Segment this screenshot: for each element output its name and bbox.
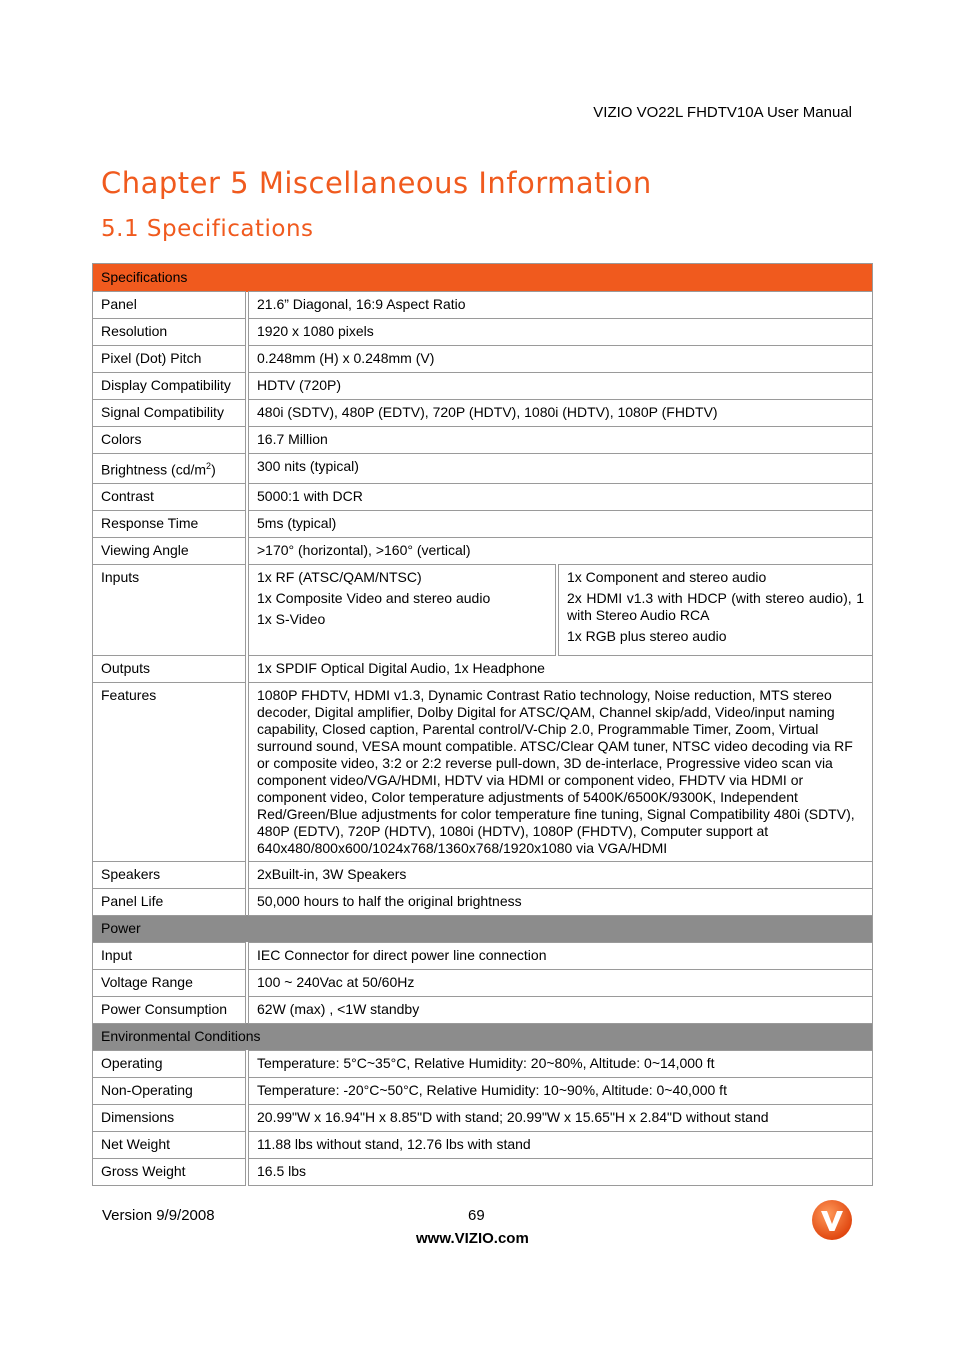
- row-label: Contrast: [93, 483, 248, 510]
- table-header: Specifications: [93, 264, 873, 292]
- table-row-inputs: [93, 564, 873, 655]
- row-value: 62W (max) , <1W standby: [247, 996, 873, 1023]
- row-value: 20.99"W x 16.94"H x 8.85"D with stand; 20.99"W x 15.65"H x 2.84"D without stand: [247, 1104, 873, 1131]
- chapter-title: Chapter 5 Miscellaneous Information: [101, 166, 652, 200]
- brightness-label-sup: 2: [206, 461, 212, 471]
- input-item: 1x RGB plus stereo audio: [567, 627, 727, 644]
- row-value: >170° (horizontal), >160° (vertical): [247, 537, 873, 564]
- row-value: 21.6” Diagonal, 16:9 Aspect Ratio: [247, 292, 873, 319]
- row-value: 16.5 lbs: [247, 1158, 873, 1185]
- row-value: 1080P FHDTV, HDMI v1.3, Dynamic Contrast Ratio technology, Noise reduction, MTS stereo decoder, Digital amplifier, Dolby Digital for ATSC/QAM, Channel skip/add, Video/input naming capability, Closed caption, Parental control/V-Chip 2.0, Programmable Timer, Zoom, Virtual surround sound, VESA mount compatible. ATSC/Clear QAM tuner, NTSC video decoding via RF or composite video, 3:2 or 2:2 reverse pull-down, 3D de-interlace, Progressive video scan via component video/VGA/HDMI, HDTV via HDMI or component video, FHDTV via HDMI or component video, Color temperature adjustments of 5400K/6500K/9300K, Independent Red/Green/Blue adjustments for color temperature fine tuning, Signal Compatibility 480i (SDTV), 480P (EDTV), 720P (HDTV), 1080i (HDTV), 1080P (FHDTV), Computer support at 640x480/800x600/1024x768/1360x768/1920x1080 via VGA/HDMI: [247, 682, 873, 861]
- row-label: Dimensions: [93, 1104, 248, 1131]
- row-value: 16.7 Million: [247, 427, 873, 454]
- table-row: [93, 454, 873, 484]
- row-label: Speakers: [93, 861, 248, 888]
- row-label: Net Weight: [93, 1131, 248, 1158]
- row-value: 0.248mm (H) x 0.248mm (V): [247, 346, 873, 373]
- specifications-table: [92, 263, 873, 1186]
- row-label: Voltage Range: [93, 969, 248, 996]
- input-item: 1x Component and stereo audio: [567, 568, 767, 585]
- table-row: [93, 1131, 873, 1158]
- row-label: Response Time: [93, 510, 248, 537]
- row-value: IEC Connector for direct power line connection: [247, 942, 873, 969]
- row-label: Outputs: [93, 655, 248, 682]
- row-value: HDTV (720P): [247, 373, 873, 400]
- row-value: 5ms (typical): [247, 510, 873, 537]
- manual-title: VIZIO VO22L FHDTV10A User Manual: [593, 104, 852, 121]
- row-label: Inputs: [93, 564, 248, 655]
- table-header-row: [93, 264, 873, 292]
- section-band-label: Environmental Conditions: [93, 1023, 873, 1050]
- row-value: 5000:1 with DCR: [247, 483, 873, 510]
- table-row: [93, 537, 873, 564]
- inputs-left-cell: [247, 564, 557, 655]
- row-value: 1x SPDIF Optical Digital Audio, 1x Headphone: [247, 655, 873, 682]
- row-label: Viewing Angle: [93, 537, 248, 564]
- section-band-label: Power: [93, 915, 873, 942]
- table-row: [93, 1077, 873, 1104]
- row-label: Colors: [93, 427, 248, 454]
- row-value: 11.88 lbs without stand, 12.76 lbs with stand: [247, 1131, 873, 1158]
- table-row: [93, 483, 873, 510]
- input-item: 1x Composite Video and stereo audio: [257, 589, 491, 606]
- vizio-v-logo-icon: [811, 1199, 853, 1241]
- table-row: [93, 861, 873, 888]
- row-label: Pixel (Dot) Pitch: [93, 346, 248, 373]
- input-item: 1x RF (ATSC/QAM/NTSC): [257, 568, 422, 585]
- table-row: [93, 373, 873, 400]
- table-row: [93, 400, 873, 427]
- table-row: [93, 319, 873, 346]
- row-value: 480i (SDTV), 480P (EDTV), 720P (HDTV), 1080i (HDTV), 1080P (FHDTV): [247, 400, 873, 427]
- footer-url: www.VIZIO.com: [416, 1230, 529, 1247]
- row-label: Features: [93, 682, 248, 861]
- table-row: [93, 292, 873, 319]
- input-item: 1x S-Video: [257, 610, 326, 627]
- row-label: Input: [93, 942, 248, 969]
- row-value: 1920 x 1080 pixels: [247, 319, 873, 346]
- row-label: Display Compatibility: [93, 373, 248, 400]
- row-value: Temperature: -20°C~50°C, Relative Humidity: 10~90%, Altitude: 0~40,000 ft: [247, 1077, 873, 1104]
- table-row: [93, 996, 873, 1023]
- table-row: [93, 655, 873, 682]
- section-band-environment: [93, 1023, 873, 1050]
- row-label: Resolution: [93, 319, 248, 346]
- table-row: [93, 346, 873, 373]
- row-label: Gross Weight: [93, 1158, 248, 1185]
- row-label: Signal Compatibility: [93, 400, 248, 427]
- table-row: [93, 969, 873, 996]
- row-label: [93, 454, 248, 484]
- table-row: [93, 1158, 873, 1185]
- section-band-power: [93, 915, 873, 942]
- row-label: Panel Life: [93, 888, 248, 915]
- table-row: [93, 942, 873, 969]
- table-row: [93, 1104, 873, 1131]
- table-row-features: [93, 682, 873, 861]
- page-number: 69: [468, 1207, 485, 1224]
- brightness-label-end: ): [211, 461, 216, 478]
- row-value: 50,000 hours to half the original brightness: [247, 888, 873, 915]
- input-item: 2x HDMI v1.3 with HDCP (with stereo audio), 1 with Stereo Audio RCA: [567, 589, 864, 623]
- row-label: Non-Operating: [93, 1077, 248, 1104]
- table-row: [93, 1050, 873, 1077]
- brightness-label-text: Brightness (cd/m: [101, 461, 207, 478]
- table-row: [93, 427, 873, 454]
- row-value: 100 ~ 240Vac at 50/60Hz: [247, 969, 873, 996]
- row-label: Power Consumption: [93, 996, 248, 1023]
- section-title: 5.1 Specifications: [101, 216, 314, 242]
- inputs-right-cell: [557, 564, 873, 655]
- row-value: Temperature: 5°C~35°C, Relative Humidity: 20~80%, Altitude: 0~14,000 ft: [247, 1050, 873, 1077]
- row-value: 300 nits (typical): [247, 454, 873, 484]
- row-label: Operating: [93, 1050, 248, 1077]
- row-label: Panel: [93, 292, 248, 319]
- row-value: 2xBuilt-in, 3W Speakers: [247, 861, 873, 888]
- table-row: [93, 510, 873, 537]
- footer-version: Version 9/9/2008: [102, 1207, 215, 1224]
- table-row: [93, 888, 873, 915]
